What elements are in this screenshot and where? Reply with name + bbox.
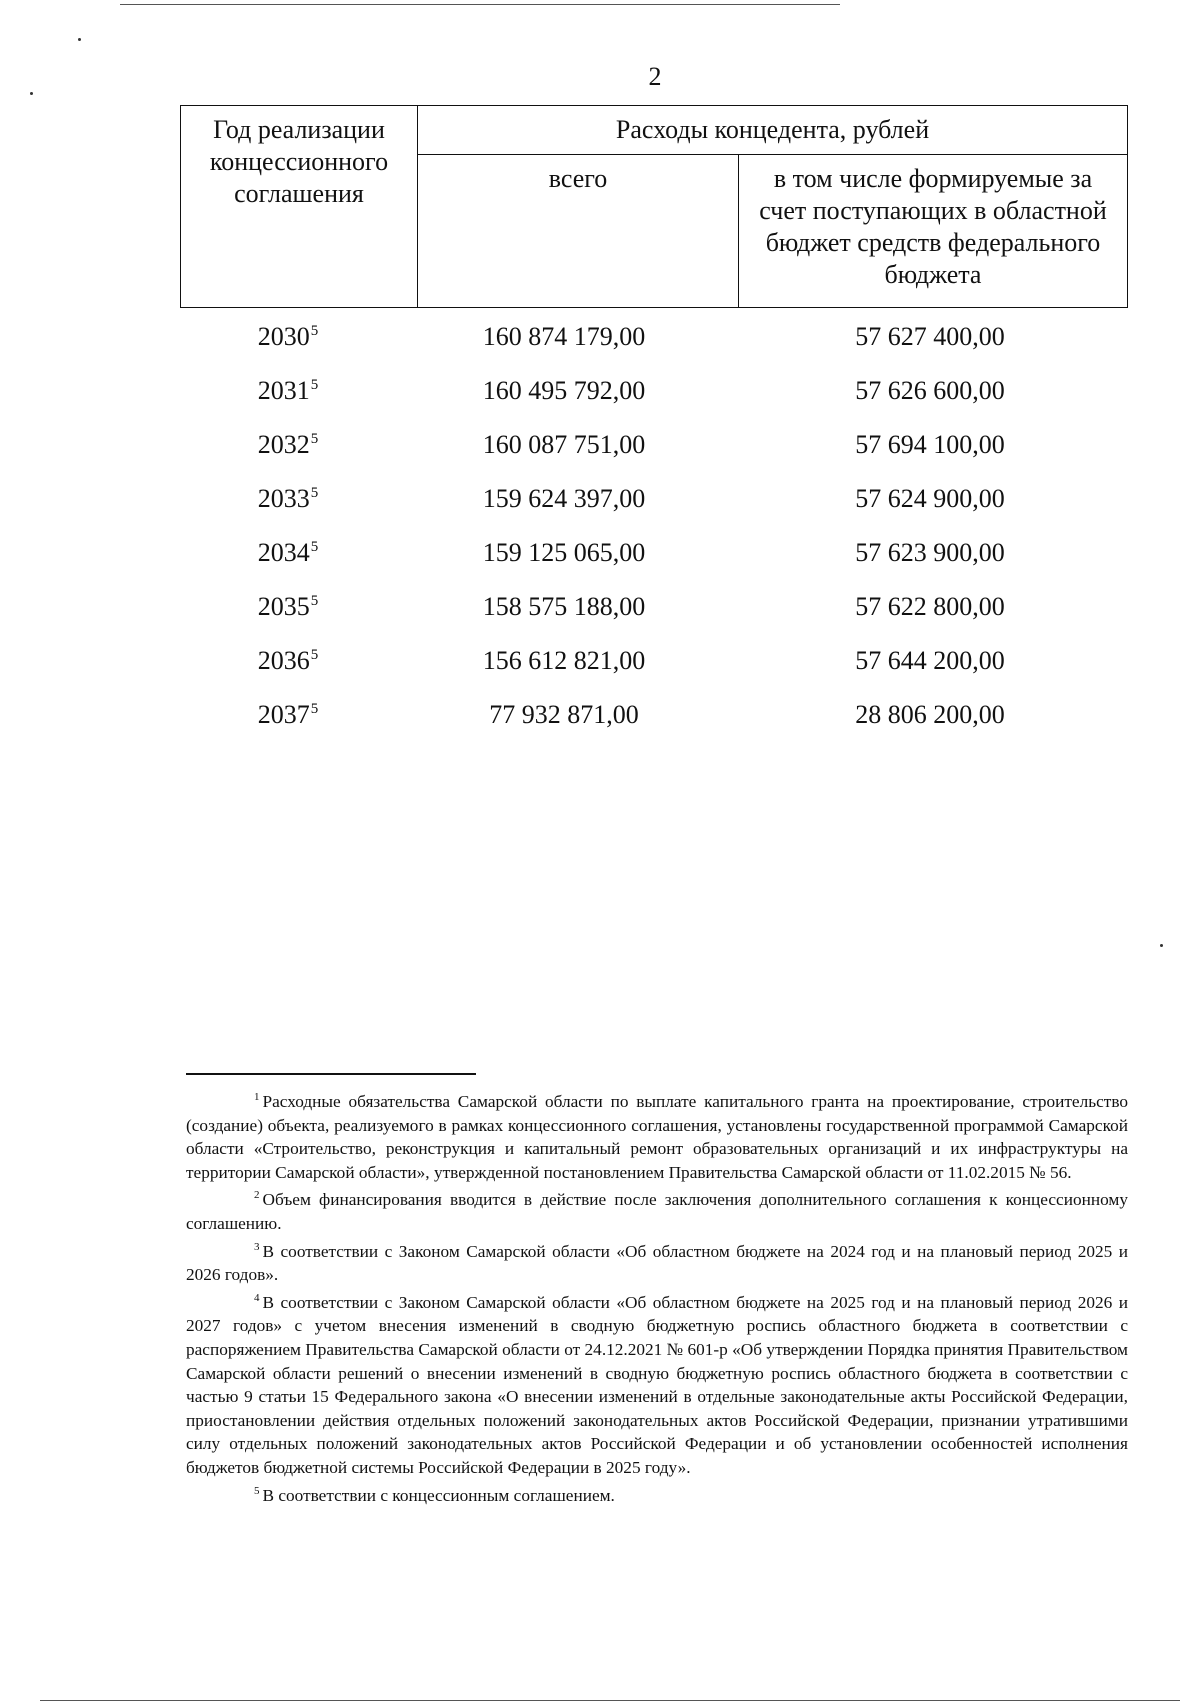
footnote-3 [186,1236,1128,1287]
scan-speck [30,92,33,95]
total-cell: 160 087 751,00 [482,430,646,459]
federal-cell: 57 624 900,00 [855,484,1005,513]
expenses-table-header [180,105,1128,308]
total-cell: 159 624 397,00 [482,484,646,513]
table-row [180,430,1128,484]
year-cell [180,700,396,730]
year-value: 2037 [257,700,310,729]
expenses-table-body [180,322,1128,754]
total-cell: 158 575 188,00 [482,592,646,621]
footnote-separator [186,1073,476,1075]
footnote-number: 2 [254,1189,260,1202]
total-cell: 156 612 821,00 [482,646,646,675]
year-value: 2034 [257,538,310,567]
footnote-1 [186,1086,1128,1184]
footnote-4 [186,1287,1128,1480]
scan-speck [78,38,81,41]
footnote-number: 1 [254,1091,260,1103]
footnote-ref: 5 [310,485,319,501]
year-value: 2031 [257,376,310,405]
table-row [180,592,1128,646]
total-cell: 160 495 792,00 [482,376,646,405]
footnote-number: 3 [254,1240,260,1253]
footnote-text: В соответствии с Законом Самарской области «Об областном бюджете на 2024 год и на плановый период 2025 и 2026 годов». [186,1241,1128,1285]
table-row [180,376,1128,430]
footnote-ref: 5 [310,539,319,555]
footnote-ref: 5 [310,323,319,339]
footnote-text: Расходные обязательства Самарской области по выплате капитального гранта на проектирование, строительство (создание) объекта, реализуемого в рамках концессионного соглашения, установлены государственной программой Самарской области «Строительство, реконструкция и капитальный ремонт образовательных организаций и их инфраструктуры на территории Самарской области», утвержденной постановлением Правительства Самарской области от 11.02.2015 № 56. [186,1092,1128,1182]
table-row [180,322,1128,376]
year-cell [180,646,396,676]
year-cell [180,484,396,514]
year-cell [180,376,396,406]
footnote-ref: 5 [310,647,319,663]
footnote-number: 5 [254,1484,260,1497]
federal-cell: 28 806 200,00 [855,700,1005,729]
footnote-ref: 5 [310,593,319,609]
year-value: 2030 [257,322,310,351]
page-number: 2 [648,62,662,91]
total-cell: 160 874 179,00 [482,322,646,351]
header-total: всего [418,155,739,308]
year-cell [180,322,396,352]
year-cell [180,538,396,568]
footnote-ref: 5 [310,431,319,447]
header-year: Год реализации концессионного соглашения [181,106,418,308]
footnote-2 [186,1184,1128,1235]
table-row [180,646,1128,700]
footnote-ref: 5 [310,377,319,393]
footnote-text: Объем финансирования вводится в действие после заключения дополнительного соглашения к концессионному соглашению. [186,1190,1128,1233]
total-cell: 159 125 065,00 [482,538,646,567]
federal-cell: 57 694 100,00 [855,430,1005,459]
footnote-number: 4 [254,1291,260,1304]
scan-edge-bottom [40,1700,1180,1701]
federal-cell: 57 623 900,00 [855,538,1005,567]
scan-edge-top [120,4,840,5]
federal-cell: 57 644 200,00 [855,646,1005,675]
year-value: 2035 [257,592,310,621]
footnote-text: В соответствии с Законом Самарской области «Об областном бюджете на 2025 год и на плановый период 2026 и 2027 годов» с учетом внесения изменений в сводную бюджетную роспись областного бюджета в соответствии с распоряжением Правительства Самарской области от 24.12.2021 № 601-р «Об утверждении Порядка принятия Правительством Самарской области решений о внесении изменений в сводную бюджетную роспись областного бюджета в соответствии с частью 9 статьи 15 Федерального закона «О внесении изменений в отдельные законодательные акты Российской Федерации, приостановлении действия отдельных положений законодательных актов Российской Федерации, признании утратившими силу отдельных положений законодательных актов Российской Федерации и об установлении особенностей исполнения бюджетов бюджетной системы Российской Федерации в 2025 году». [186,1292,1128,1477]
federal-cell: 57 626 600,00 [855,376,1005,405]
year-value: 2033 [257,484,310,513]
footnotes [186,1086,1128,1507]
header-federal: в том числе формируемые за счет поступающих в областной бюджет средств федерального бюджета [739,155,1128,308]
year-value: 2032 [257,430,310,459]
header-expenses-group: Расходы концедента, рублей [418,106,1128,155]
year-value: 2036 [257,646,310,675]
scan-speck [1160,944,1163,947]
table-row [180,538,1128,592]
federal-cell: 57 622 800,00 [855,592,1005,621]
year-cell [180,430,396,460]
total-cell: 77 932 871,00 [489,700,639,729]
footnote-ref: 5 [310,701,319,717]
footnote-text: В соответствии с концессионным соглашением. [262,1485,615,1505]
federal-cell: 57 627 400,00 [855,322,1005,351]
table-row [180,700,1128,754]
year-cell [180,592,396,622]
table-row [180,484,1128,538]
footnote-5 [186,1480,1128,1508]
